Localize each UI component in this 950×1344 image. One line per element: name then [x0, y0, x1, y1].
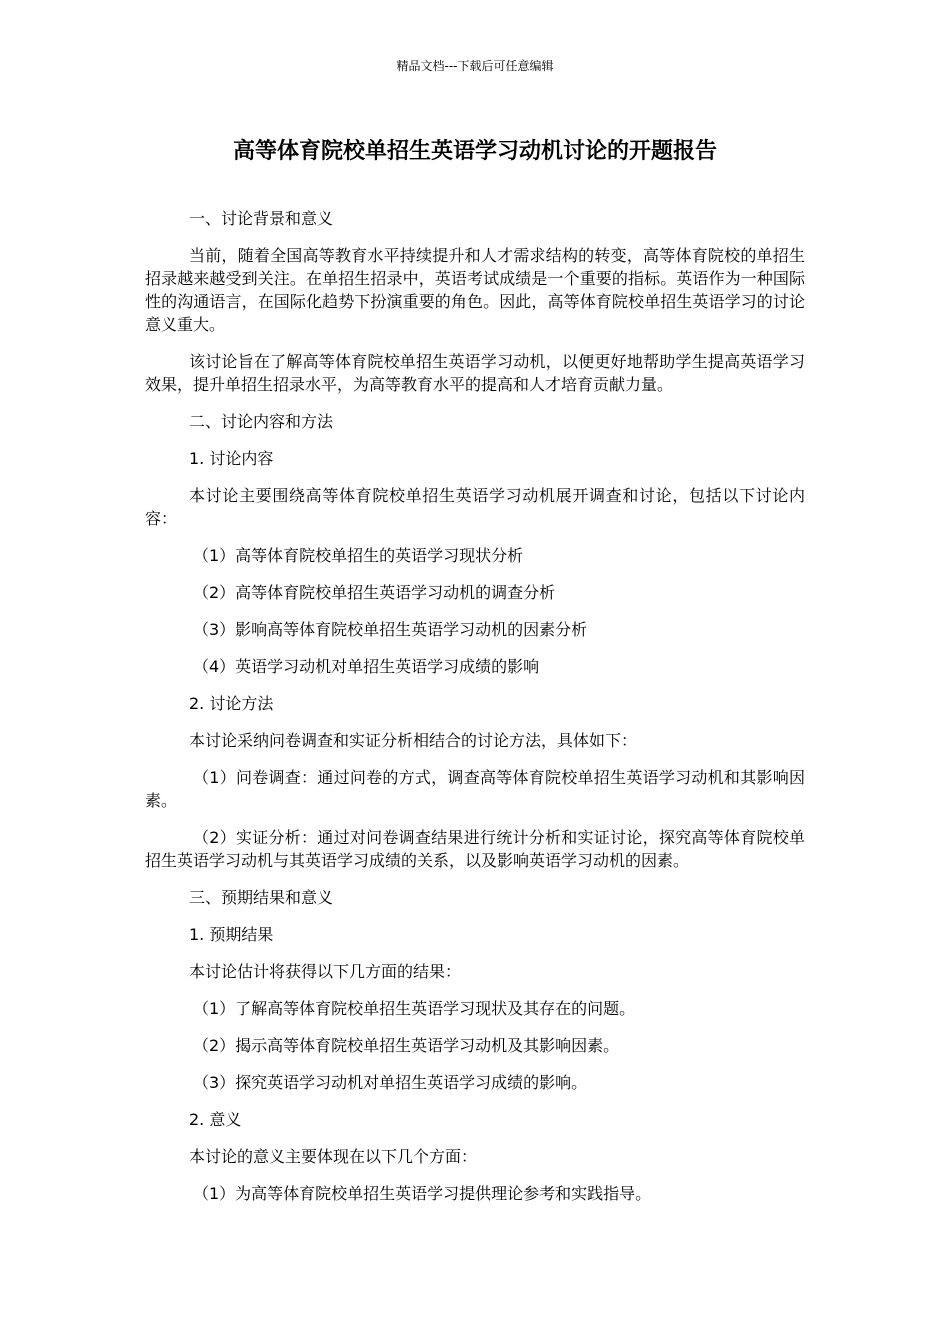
section-heading: 一、讨论背景和意义	[189, 209, 334, 228]
list-item: （2）高等体育院校单招生英语学习动机的调查分析	[193, 583, 556, 602]
subsection-heading: 1. 预期结果	[189, 925, 274, 944]
list-item: （3）探究英语学习动机对单招生英语学习成绩的影响。	[193, 1073, 588, 1092]
list-item: （1）为高等体育院校单招生英语学习提供理论参考和实践指导。	[193, 1184, 652, 1203]
subsection-heading: 2. 意义	[189, 1110, 242, 1129]
subsection-heading: 1. 讨论内容	[189, 449, 274, 468]
body-paragraph: 本讨论采纳问卷调查和实证分析相结合的讨论方法，具体如下：	[189, 731, 638, 750]
list-item: （1）高等体育院校单招生的英语学习现状分析	[193, 546, 524, 565]
document-body	[145, 207, 805, 1219]
document-title: 高等体育院校单招生英语学习动机讨论的开题报告	[232, 139, 717, 164]
list-item: （4）英语学习动机对单招生英语学习成绩的影响	[193, 657, 540, 676]
page-header-watermark: 精品文档---下载后可任意编辑	[396, 59, 554, 73]
list-item: （1）问卷调查：通过问卷的方式，调查高等体育院校单招生英语学习动机和其影响因素。	[145, 768, 805, 810]
subsection-heading: 2. 讨论方法	[189, 694, 274, 713]
section-heading: 二、讨论内容和方法	[189, 412, 334, 431]
body-paragraph: 当前，随着全国高等教育水平持续提升和人才需求结构的转变，高等体育院校的单招生招录越来越受到关注。在单招生招录中，英语考试成绩是一个重要的指标。英语作为一种国际性的沟通语言，在国际化趋势下扮演重要的角色。因此，高等体育院校单招生英语学习的讨论意义重大。	[145, 246, 805, 334]
body-paragraph: 本讨论主要围绕高等体育院校单招生英语学习动机展开调查和讨论，包括以下讨论内容：	[145, 486, 805, 528]
body-paragraph: 本讨论的意义主要体现在以下几个方面：	[189, 1147, 478, 1166]
list-item: （2）实证分析：通过对问卷调查结果进行统计分析和实证讨论，探究高等体育院校单招生英语学习动机与其英语学习成绩的关系，以及影响英语学习动机的因素。	[145, 828, 805, 870]
list-item: （2）揭示高等体育院校单招生英语学习动机及其影响因素。	[193, 1036, 620, 1055]
section-heading: 三、预期结果和意义	[189, 888, 334, 907]
list-item: （1）了解高等体育院校单招生英语学习现状及其存在的问题。	[193, 999, 636, 1018]
list-item: （3）影响高等体育院校单招生英语学习动机的因素分析	[193, 620, 588, 639]
body-paragraph: 该讨论旨在了解高等体育院校单招生英语学习动机，以便更好地帮助学生提高英语学习效果，提升单招生招录水平，为高等教育水平的提高和人才培育贡献力量。	[145, 352, 805, 394]
body-paragraph: 本讨论估计将获得以下几方面的结果：	[189, 962, 462, 981]
